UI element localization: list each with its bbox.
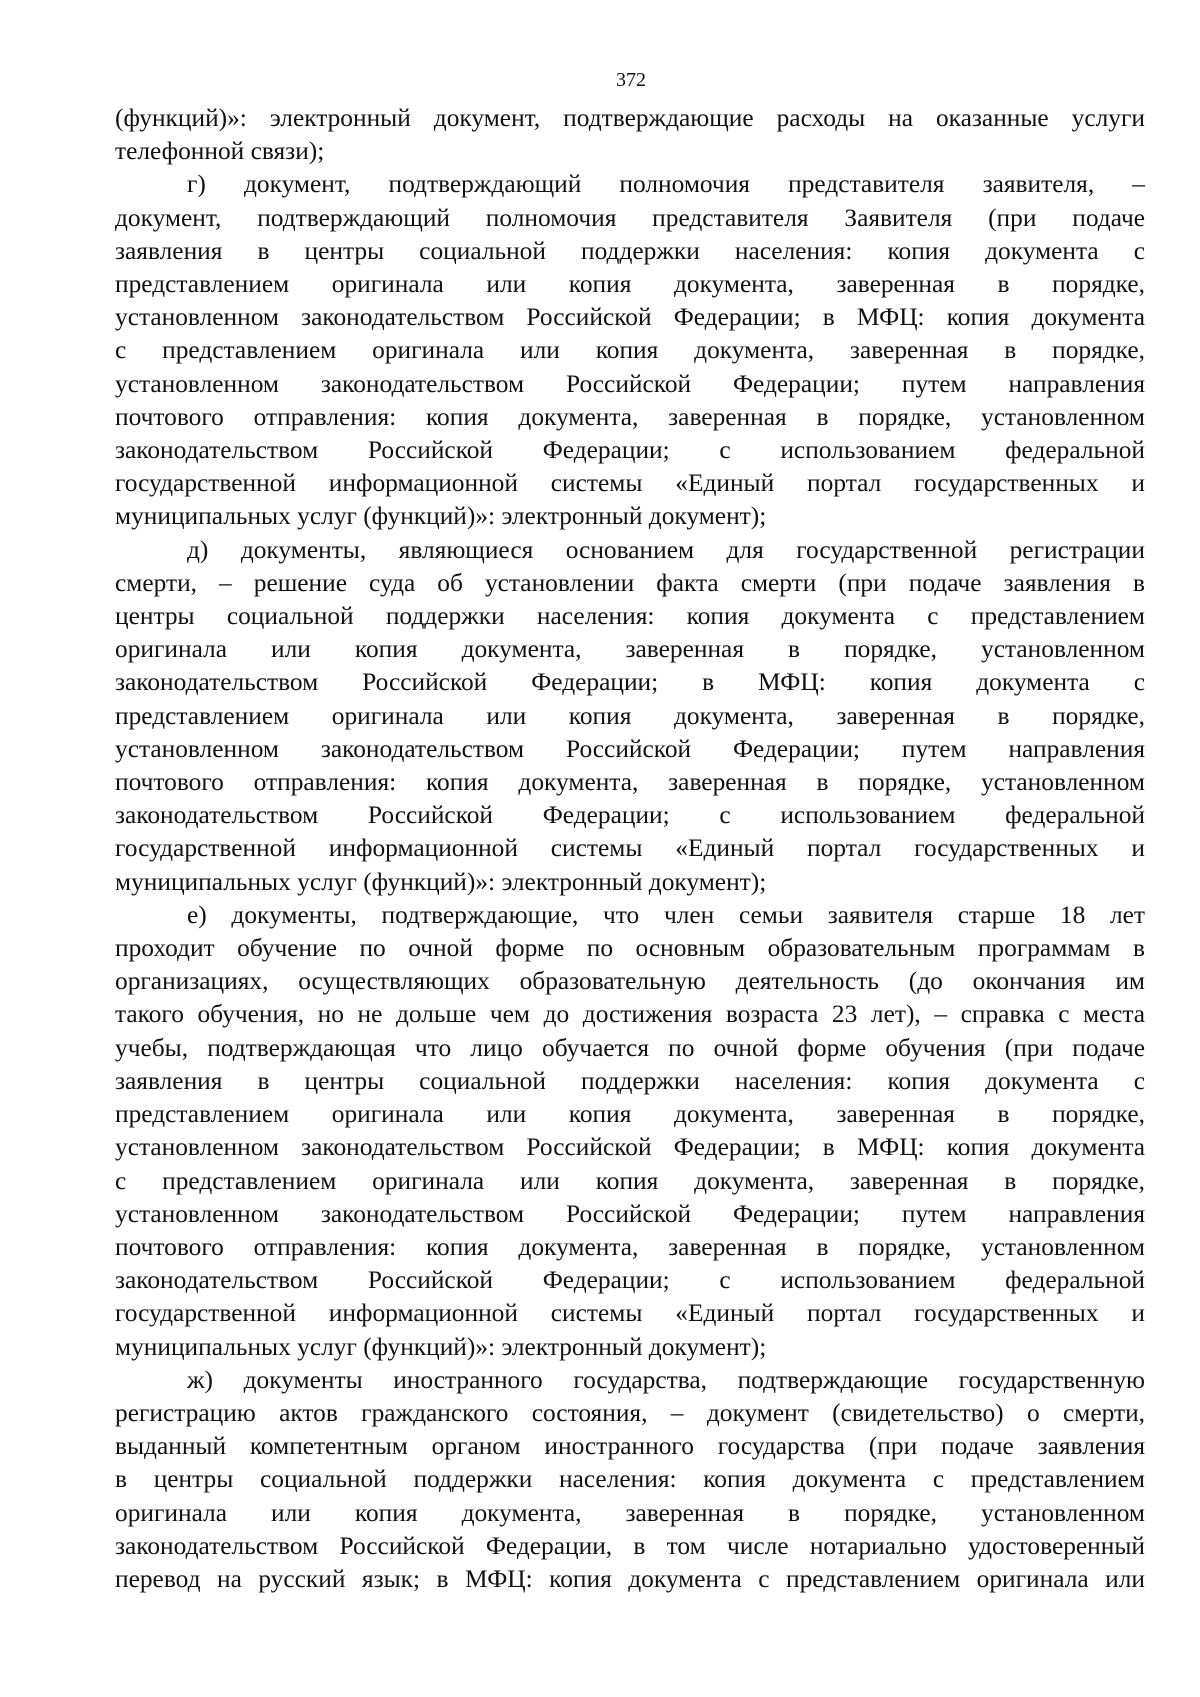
text-line: представлением оригинала или копия документа, заверенная в порядке, — [115, 1100, 1145, 1129]
text-line: установленном законодательством Российской Федерации; путем направления — [115, 734, 1145, 763]
text-line: проходит обучение по очной форме по основным образовательным программам в — [115, 934, 1145, 963]
text-line: заявления в центры социальной поддержки населения: копия документа с — [115, 1066, 1145, 1095]
text-line: заявления в центры социальной поддержки населения: копия документа с — [115, 236, 1145, 265]
text-line: оригинала или копия документа, заверенная в порядке, установленном — [115, 1498, 1145, 1527]
text-line: такого обучения, но не дольше чем до достижения возраста 23 лет), – справка с места — [115, 1000, 1145, 1029]
text-line: почтового отправления: копия документа, заверенная в порядке, установленном — [115, 402, 1145, 431]
text-line: муниципальных услуг (функций)»: электронный документ); — [115, 1332, 767, 1361]
text-line: почтового отправления: копия документа, заверенная в порядке, установленном — [115, 768, 1145, 797]
text-line: муниципальных услуг (функций)»: электронный документ); — [115, 502, 767, 531]
document-body — [115, 102, 1145, 1596]
text-line: перевод на русский язык; в МФЦ: копия документа с представлением оригинала или — [115, 1564, 1145, 1593]
text-line: организациях, осуществляющих образовательную деятельность (до окончания им — [115, 967, 1145, 996]
text-line: д) документы, являющиеся основанием для государственной регистрации — [187, 535, 1145, 564]
page-number: 372 — [616, 69, 646, 91]
text-line: г) документ, подтверждающий полномочия представителя заявителя, – — [187, 170, 1145, 199]
text-line: регистрацию актов гражданского состояния, – документ (свидетельство) о смерти, — [115, 1398, 1145, 1427]
text-line: телефонной связи); — [115, 137, 325, 166]
text-line: государственной информационной системы «Единый портал государственных и — [115, 834, 1145, 863]
text-line: выданный компетентным органом иностранного государства (при подаче заявления — [115, 1432, 1145, 1461]
text-line: (функций)»: электронный документ, подтверждающие расходы на оказанные услуги — [115, 104, 1145, 132]
text-line: с представлением оригинала или копия документа, заверенная в порядке, — [115, 1166, 1145, 1195]
text-line: смерти, – решение суда об установлении факта смерти (при подаче заявления в — [115, 568, 1145, 597]
text-line: в центры социальной поддержки населения: копия документа с представлением — [115, 1465, 1145, 1494]
text-line: государственной информационной системы «Единый портал государственных и — [115, 469, 1145, 498]
text-line: установленном законодательством Российской Федерации; в МФЦ: копия документа — [115, 303, 1145, 332]
text-line: почтового отправления: копия документа, заверенная в порядке, установленном — [115, 1232, 1145, 1261]
text-line: государственной информационной системы «Единый портал государственных и — [115, 1299, 1145, 1328]
text-line: оригинала или копия документа, заверенная в порядке, установленном — [115, 635, 1145, 664]
text-line: представлением оригинала или копия документа, заверенная в порядке, — [115, 701, 1145, 730]
text-line: законодательством Российской Федерации; в МФЦ: копия документа с — [115, 668, 1145, 697]
text-line: установленном законодательством Российской Федерации; путем направления — [115, 1199, 1145, 1228]
text-line: законодательством Российской Федерации; с использованием федеральной — [115, 1266, 1145, 1295]
text-line: представлением оригинала или копия документа, заверенная в порядке, — [115, 270, 1145, 299]
text-line: учебы, подтверждающая что лицо обучается по очной форме обучения (при подаче — [115, 1033, 1145, 1062]
text-line: центры социальной поддержки населения: копия документа с представлением — [115, 602, 1145, 631]
text-line: документ, подтверждающий полномочия представителя Заявителя (при подаче — [115, 203, 1145, 232]
text-line: законодательством Российской Федерации, в том числе нотариально удостоверенный — [115, 1531, 1145, 1560]
text-line: муниципальных услуг (функций)»: электронный документ); — [115, 867, 767, 896]
text-line: установленном законодательством Российской Федерации; путем направления — [115, 369, 1145, 398]
text-line: с представлением оригинала или копия документа, заверенная в порядке, — [115, 336, 1145, 365]
text-line: законодательством Российской Федерации; с использованием федеральной — [115, 436, 1145, 465]
text-line: ж) документы иностранного государства, подтверждающие государственную — [187, 1365, 1145, 1394]
text-line: установленном законодательством Российской Федерации; в МФЦ: копия документа — [115, 1133, 1145, 1162]
text-line: законодательством Российской Федерации; с использованием федеральной — [115, 801, 1145, 830]
text-line: е) документы, подтверждающие, что член семьи заявителя старше 18 лет — [187, 900, 1145, 929]
